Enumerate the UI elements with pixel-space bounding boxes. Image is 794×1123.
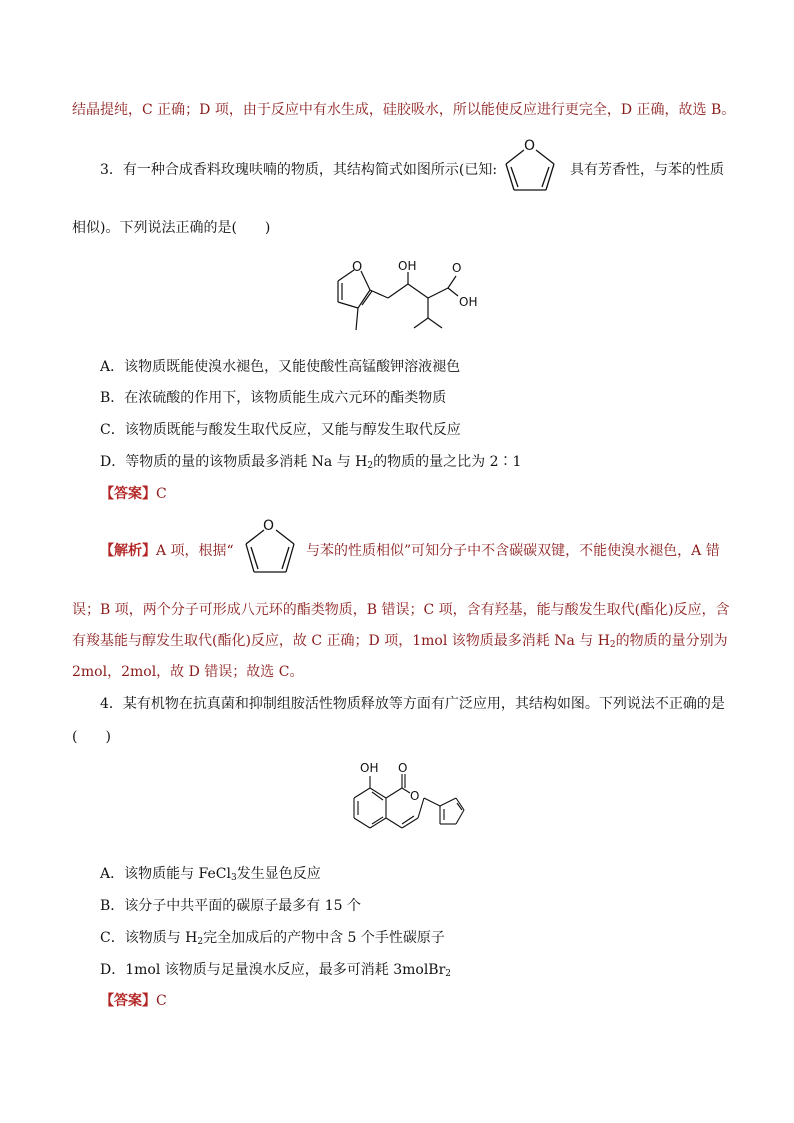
q3-stem-part2: 具有芳香性，与苯的性质 xyxy=(570,162,724,178)
q3-option-d: D．等物质的量的该物质最多消耗 Na 与 $H_2$的物质的量之比为 2∶1 xyxy=(100,454,522,471)
q3-analysis-part1: 【解析】A 项，根据“ xyxy=(100,543,234,559)
furan-oxygen-label: O xyxy=(524,138,536,154)
q3-option-b: B．在浓硫酸的作用下，该物质能生成六元环的酯类物质 xyxy=(100,390,447,406)
acid-hydroxyl-label: OH xyxy=(459,295,478,309)
q3-option-c: C．该物质既能与酸发生取代反应，又能与醇发生取代反应 xyxy=(100,422,461,438)
furan-structure-stem xyxy=(494,132,566,202)
q4-carbonyl-oxygen-label: O xyxy=(398,761,408,775)
q4-option-c: C．该物质与 $H_2$完全加成后的产物中含 5 个手性碳原子 xyxy=(100,930,445,947)
q4-option-b: B．该分子中共平面的碳原子最多有 15 个 xyxy=(100,898,362,914)
q3-stem-part3: 相似)。下列说法正确的是( ) xyxy=(72,220,271,236)
previous-analysis-line: 结晶提纯，C 正确；D 项，由于反应中有水生成，硅胶吸水，所以能使反应进行更完全，D 正确，故选 B。 xyxy=(72,102,736,118)
q4-option-a: A．该物质能与 FeCl$_3$发生显色反应 xyxy=(100,866,321,883)
q4-option-d: D．1mol 该物质与足量溴水反应，最多可消耗 3molBr$_2$ xyxy=(100,962,452,979)
q3-answer: 【答案】C xyxy=(100,486,167,502)
furan-oxygen-label: O xyxy=(263,518,275,534)
q4-ring-oxygen-label: O xyxy=(410,789,420,803)
q4-stem-part1: 4．某有机物在抗真菌和抑制组胺活性物质释放等方面有广泛应用，其结构如图。下列说法不正确的是 xyxy=(100,696,725,712)
ring-oxygen-label: O xyxy=(352,260,363,275)
q3-analysis-part3: 误；B 项，两个分子可形成八元环的酯类物质，B 错误；C 项，含有羟基，能与酸发生取代(酯化)反应，含 xyxy=(72,602,730,618)
q4-answer: 【答案】C xyxy=(100,993,167,1009)
isocoumarin-structure xyxy=(344,758,468,850)
q3-analysis-part5: 2mol，2mol，故 D 错误；故选 C。 xyxy=(72,664,304,680)
rose-furan-acid-structure xyxy=(318,250,498,338)
q3-stem-part1: 3．有一种合成香料玫瑰呋喃的物质，其结构简式如图所示(已知: xyxy=(100,162,498,178)
q3-analysis-part2: 与苯的性质相似”可知分子中不含碳碳双键，不能使溴水褪色，A 错 xyxy=(306,543,720,559)
carbonyl-oxygen-label: O xyxy=(452,261,462,275)
q4-stem-part2: ( ) xyxy=(72,729,111,745)
q3-option-a: A．该物质既能使溴水褪色，又能使酸性高锰酸钾溶液褪色 xyxy=(100,359,461,375)
hydroxyl-label: OH xyxy=(398,259,417,273)
q4-hydroxyl-label: OH xyxy=(360,761,379,775)
furan-structure-analysis xyxy=(234,512,306,584)
q3-analysis-part4: 有羧基能与醇发生取代(酯化)反应，故 C 正确；D 项，1mol 该物质最多消耗 Na 与 $H_2$的物质的量分别为 xyxy=(72,633,728,650)
